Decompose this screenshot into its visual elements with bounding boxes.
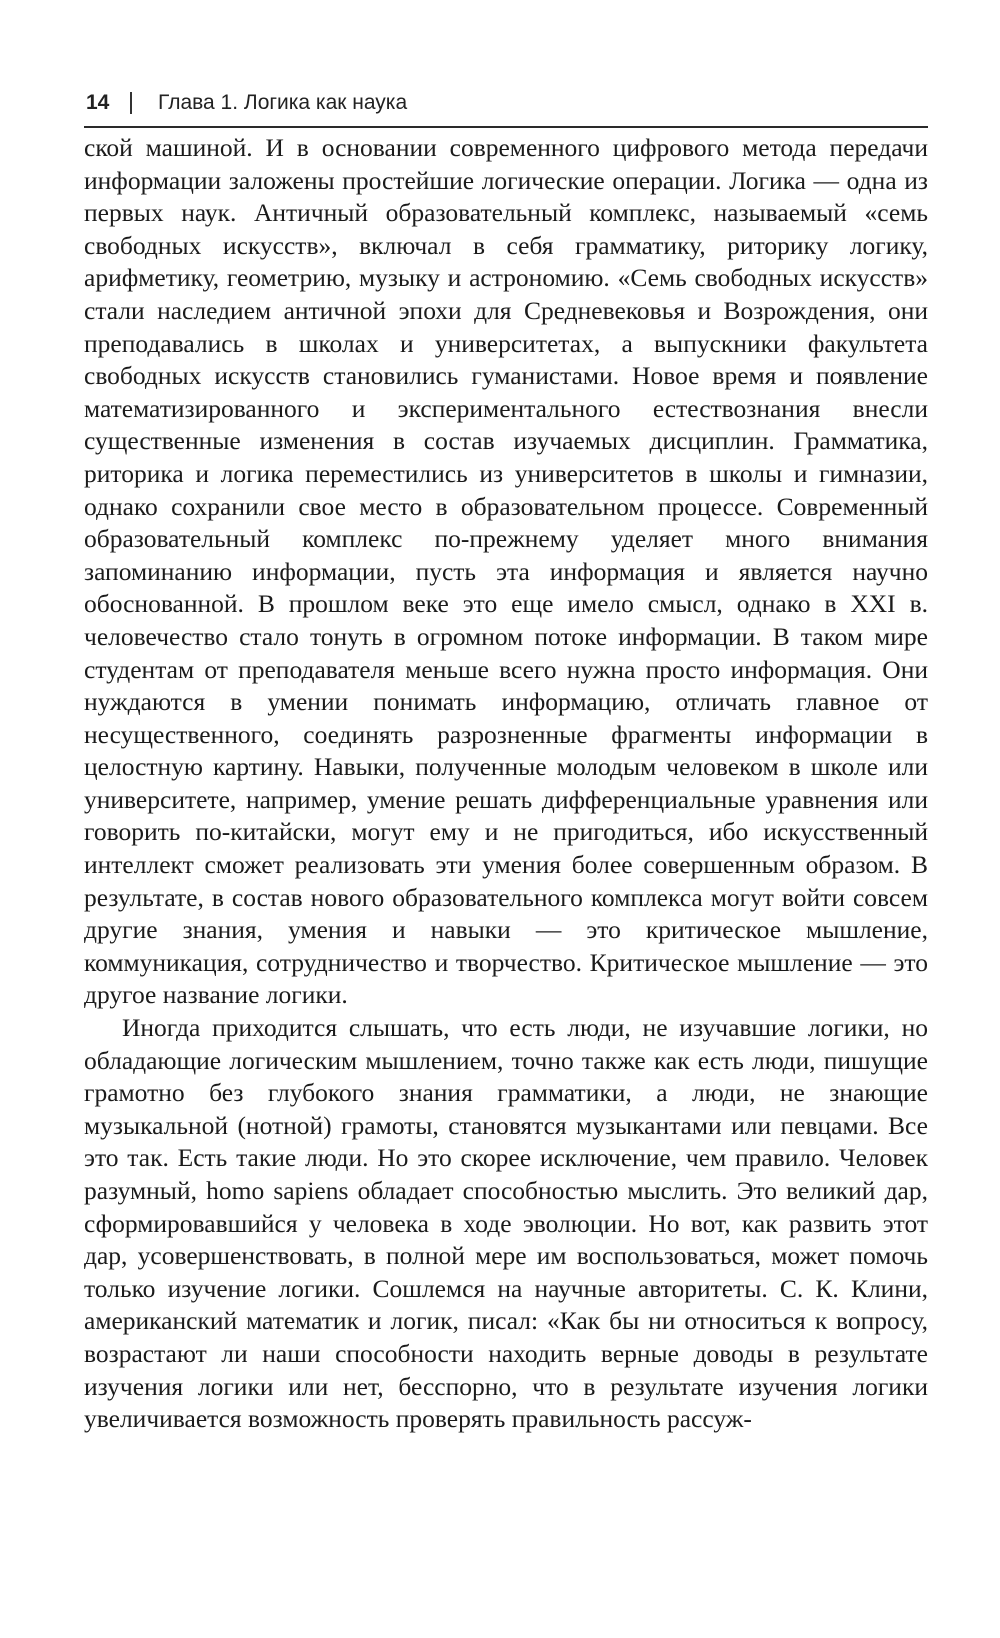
chapter-title: Глава 1. Логика как наука	[158, 91, 408, 114]
page-number: 14	[86, 91, 110, 114]
running-head	[84, 86, 928, 120]
paragraph-1: ской машиной. И в основании современного цифрового метода передачи информации заложены простейшие логические операции. Логика — одна из первых наук. Античный образовательный комплекс, называемый «семь свободных искусств», включал в себя грамматику, риторику логику, арифметику, геометрию, музыку и астрономию. «Семь свободных искусств» стали наследием античной эпохи для Средневековья и Возрождения, они преподавались в школах и университетах, а выпускники факультета свободных искусств становились гуманистами. Новое время и появление математизированного и экспериментального естествознания внесли существенные изменения в состав изучаемых дисциплин. Грамматика, риторика и логика переместились из университетов в школы и гимназии, однако сохранили свое место в образовательном процессе. Современный образовательный комплекс по-прежнему уделяет много внимания запоминанию информации, пусть эта информация и является научно обоснованной. В прошлом веке это еще имело смысл, однако в XXI в. человечество стало тонуть в огромном потоке информации. В таком мире студентам от преподавателя меньше всего нужна просто информация. Они нуждаются в умении понимать информацию, отличать главное от несущественного, соединять разрозненные фрагменты информации в целостную картину. Навыки, полученные молодым человеком в школе или университете, например, умение решать дифференциальные уравнения или говорить по-китайски, могут ему и не пригодиться, ибо искусственный интеллект сможет реализовать эти умения более совершенным образом. В результате, в состав нового образовательного комплекса могут войти совсем другие знания, умения и навыки — это критическое мышление, коммуникация, сотрудничество и творчество. Критическое мышление — это другое название логики.	[84, 133, 928, 1010]
header-separator	[130, 92, 132, 114]
paragraph-2: Иногда приходится слышать, что есть люди, не изучавшие логики, но обладающие логическим мышлением, точно также как есть люди, пишущие грамотно без глубокого знания грамматики, а люди, не знающие музыкальной (нотной) грамоты, становятся музыкантами или певцами. Все это так. Есть такие люди. Но это скорее исключение, чем правило. Человек разумный, homo sapiens обладает способностью мыслить. Это великий дар, сформировавшийся у человека в ходе эволюции. Но вот, как развить этот дар, усовершенствовать, в полной мере им воспользоваться, может помочь только изучение логики. Сошлемся на научные авторитеты. С. К. Клини, американский математик и логик, писал: «Как бы ни относиться к вопросу, возрастают ли наши способности находить верные доводы в результате изучения логики или нет, бесспорно, что в результате изучения логики увеличивается возможность проверять правильность рассуж-	[84, 1013, 928, 1434]
header-rule	[84, 126, 928, 128]
body-text	[84, 132, 928, 1436]
